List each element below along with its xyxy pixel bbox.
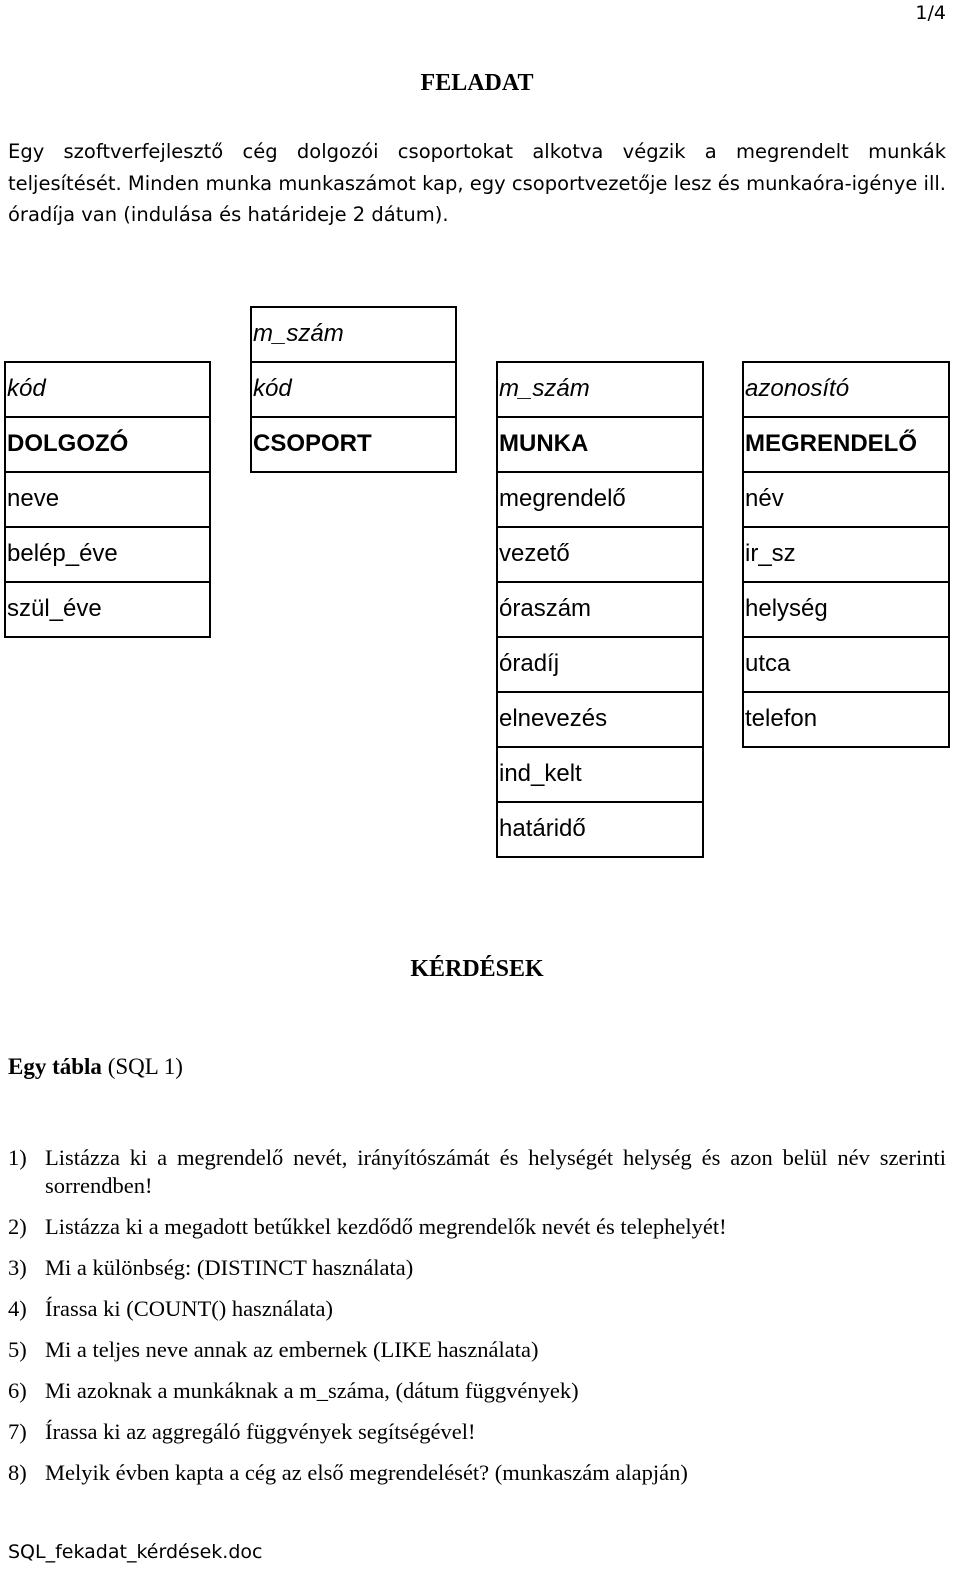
question-list bbox=[8, 1144, 946, 1500]
megrendelo-field: utca bbox=[742, 636, 950, 693]
dolgozo-key: kód bbox=[4, 361, 211, 418]
footer-filename: SQL_fekadat_kérdések.doc bbox=[8, 1541, 263, 1563]
question-item bbox=[8, 1295, 946, 1323]
munka-key: m_szám bbox=[496, 361, 704, 418]
munka-field: ind_kelt bbox=[496, 746, 704, 803]
csoport-top-key: m_szám bbox=[250, 306, 457, 363]
question-number: 2) bbox=[8, 1214, 27, 1239]
question-number: 6) bbox=[8, 1378, 27, 1403]
question-text: Mi azoknak a munkáknak a m_száma, (dátum függvények) bbox=[45, 1378, 579, 1403]
question-text: Írassa ki (COUNT() használata) bbox=[45, 1296, 334, 1321]
subsection-rest: (SQL 1) bbox=[101, 1054, 183, 1079]
question-text: Írassa ki az aggregáló függvények segítségével! bbox=[45, 1419, 476, 1444]
intro-paragraph: Egy szoftverfejlesztő cég dolgozói csoportokat alkotva végzik a megrendelt munkák teljesítését. Minden munka munkaszámot kap, egy csoportvezetője lesz és munkaóra-igénye ill. óradíja van (indulása és határideje 2 dátum). bbox=[8, 140, 946, 226]
question-number: 8) bbox=[8, 1460, 27, 1485]
munka-field: óradíj bbox=[496, 636, 704, 693]
question-number: 3) bbox=[8, 1255, 27, 1280]
megrendelo-key: azonosító bbox=[742, 361, 950, 418]
question-item bbox=[8, 1418, 946, 1446]
munka-field: vezető bbox=[496, 526, 704, 583]
subsection-heading bbox=[8, 1054, 183, 1080]
question-text: Listázza ki a megrendelő nevét, irányítószámát és helységét helység és azon belül név szerinti sorrendben! bbox=[45, 1145, 946, 1198]
megrendelo-field: ir_sz bbox=[742, 526, 950, 583]
question-number: 4) bbox=[8, 1296, 27, 1321]
question-item bbox=[8, 1144, 946, 1200]
question-number: 7) bbox=[8, 1419, 27, 1444]
question-item bbox=[8, 1254, 946, 1282]
megrendelo-name: MEGRENDELŐ bbox=[742, 416, 950, 473]
csoport-name: CSOPORT bbox=[250, 416, 457, 473]
munka-field: határidő bbox=[496, 801, 704, 858]
question-text: Mi a különbség: (DISTINCT használata) bbox=[45, 1255, 414, 1280]
munka-name: MUNKA bbox=[496, 416, 704, 473]
question-item bbox=[8, 1377, 946, 1405]
dolgozo-field: szül_éve bbox=[4, 581, 211, 638]
munka-field: óraszám bbox=[496, 581, 704, 638]
question-item bbox=[8, 1213, 946, 1241]
dolgozo-field: belép_éve bbox=[4, 526, 211, 583]
munka-field: elnevezés bbox=[496, 691, 704, 748]
megrendelo-field: helység bbox=[742, 581, 950, 638]
megrendelo-field: telefon bbox=[742, 691, 950, 748]
dolgozo-field: neve bbox=[4, 471, 211, 528]
question-number: 5) bbox=[8, 1337, 27, 1362]
page-number: 1/4 bbox=[915, 2, 946, 24]
page-title: FELADAT bbox=[420, 70, 534, 96]
question-number: 1) bbox=[8, 1145, 27, 1170]
question-item bbox=[8, 1459, 946, 1487]
dolgozo-name: DOLGOZÓ bbox=[4, 416, 211, 473]
munka-field: megrendelő bbox=[496, 471, 704, 528]
question-item bbox=[8, 1336, 946, 1364]
section-title: KÉRDÉSEK bbox=[410, 956, 544, 982]
csoport-key: kód bbox=[250, 361, 457, 418]
megrendelo-field: név bbox=[742, 471, 950, 528]
subsection-bold: Egy tábla bbox=[8, 1054, 102, 1079]
question-text: Listázza ki a megadott betűkkel kezdődő megrendelők nevét és telephelyét! bbox=[45, 1214, 727, 1239]
question-text: Melyik évben kapta a cég az első megrendelését? (munkaszám alapján) bbox=[45, 1460, 688, 1485]
question-text: Mi a teljes neve annak az embernek (LIKE használata) bbox=[45, 1337, 539, 1362]
